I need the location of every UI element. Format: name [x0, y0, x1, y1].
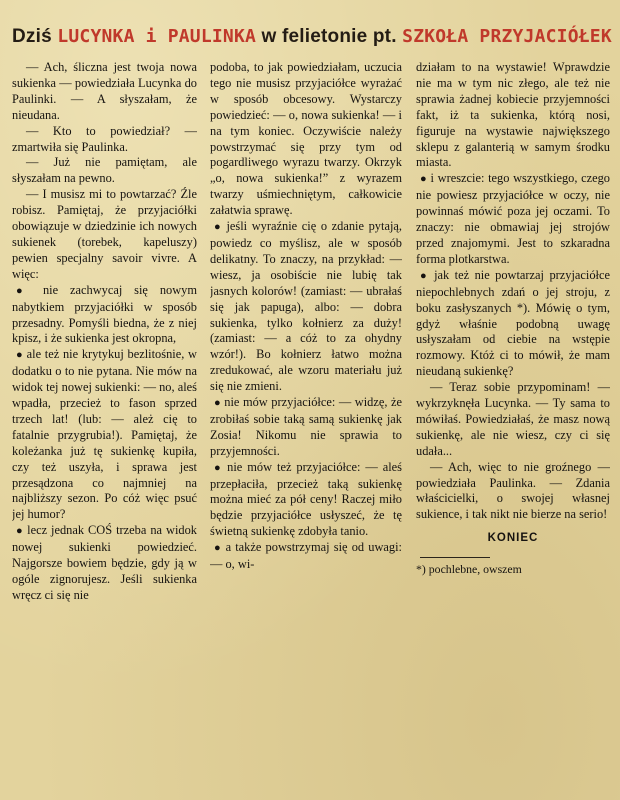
- bullet-paragraph: ● a także powstrzymaj się od uwagi: — o, wi-: [210, 540, 402, 573]
- footnote-divider: [420, 557, 490, 558]
- bullet-paragraph: ● jeśli wyraźnie cię o zdanie pytają, powiedz co myślisz, ale w sposób delikatny. To znaczy, na przykład: — wiesz, ja osobiście nie lubię tak jasnych kolorów! (zamiast: — ubrałaś się jak papuga), albo: — dobra sukienka, tylko kołnierz za duży! (zamiast: — a cóż to za ohydny wzór!). Bo kołnierz łatwo można zredukować, ale wzoru materiału już się nie zmieni.: [210, 219, 402, 395]
- bullet-paragraph: ● nie mów też przyjaciółce: — aleś przepłaciła, przecież taką sukienkę można mieć za pół ceny! Raczej miło będzie przyjaciółce usłyszeć, że tę świetną sukienkę zdobyła tanio.: [210, 460, 402, 541]
- bullet-paragraph: ● ale też nie krytykuj bezlitośnie, w dodatku o to nie pytana. Nie mów na widok tej nowej sukienki: — no, aleś wpadła, przecież to fason sprzed trzech lat! (lub: — ależ cię to fatalnie przygrubia!). Pamiętaj, że koleżanka już tę sukienkę kupiła, czy też uszyła, i sprawa jest przesądzona co najmniej na najbliższy sezon. Po cóż więc psuć jej humor?: [12, 347, 197, 523]
- paragraph: — Ach, śliczna jest twoja nowa sukienka — powiedziała Lucynka do Paulinki. — A słyszałam, że nieudana.: [12, 60, 197, 122]
- footnote: *) pochlebne, owszem: [416, 562, 522, 577]
- header-names: LUCYNKA i PAULINKA: [57, 26, 257, 47]
- header-middle: w felietonie pt.: [261, 26, 397, 47]
- paragraph: działam to na wystawie! Wprawdzie nie ma w tym nic złego, ale też nie sprawia żadnej kobiecie przyjemności fakt, iż ta sukienka, którą nosi, figuruje na wystawie największego sklepu z galanterią w samym środku miasta.: [416, 60, 610, 170]
- article-header: [12, 20, 612, 54]
- header-prefix: Dziś: [12, 26, 52, 47]
- paragraph: — Teraz sobie przypominam! — wykrzyknęła Lucynka. — Ty sama to mówiłaś. Powiedziałaś, że masz nową sukienkę, ale nie wiesz, czy ci się udała...: [416, 380, 610, 458]
- bullet-paragraph: ● lecz jednak COŚ trzeba na widok nowej sukienki powiedzieć. Najgorsze bowiem będzie, gdy ją w ogóle zignorujesz. Jeśli sukienka wręcz ci się nie: [12, 523, 197, 604]
- text-column-2: [210, 60, 402, 795]
- end-mark: KONIEC: [487, 532, 539, 545]
- bullet-paragraph: ● jak też nie powtarzaj przyjaciółce niepochlebnych zdań o jej stroju, z boku zasłyszanych *). Mówię o tym, gdyż właśnie podobną uwagę usłyszałam od ciebie na wstępie rozmowy. Któż ci to mówił, że mam nieudaną sukienkę?: [416, 268, 610, 380]
- paragraph: — Kto to powiedział? — zmartwiła się Paulinka.: [12, 123, 197, 154]
- paragraph: — Już nie pamiętam, ale słyszałam na pewno.: [12, 155, 197, 186]
- text-column-1: [12, 60, 197, 795]
- bullet-paragraph: ● nie mów przyjaciółce: — widzę, że zrobiłaś sobie taką samą sukienkę jak Zosia! Nikomu nie sprawia to przyjemności.: [210, 395, 402, 460]
- header-series-title: SZKOŁA PRZYJACIÓŁEK: [402, 26, 612, 47]
- text-column-3: [416, 60, 610, 795]
- bullet-paragraph: ● i wreszcie: tego wszystkiego, czego nie powiesz przyjaciółce w oczy, nie powinnaś mówić poza jej oczami. To znaczy: nie obmawiaj jej strojów przed znajomymi. Jest to szkaradna forma plotkarstwa.: [416, 171, 610, 267]
- paragraph: — Ach, więc to nie groźnego — powiedziała Paulinka. — Zdania właścicielki, o swojej własnej sukience, i tak nikt nie bierze na serio!: [416, 459, 610, 522]
- bullet-paragraph: ● nie zachwycaj się nowym nabytkiem przyjaciółki w sposób przesadny. Pomyśli biedna, że z niej kpisz, i że sukienka jest okropna,: [12, 283, 197, 348]
- paragraph: podoba, to jak powiedziałam, uczucia tego nie musisz przyjaciółce wyrażać w sposób obcesowy. Wystarczy powiedzieć: — o, nowa sukienka! — i na tym koniec. Oczywiście należy powstrzymać się przy tym od pogardliwego wyrazu twarzy. Okrzyk „o, nowa sukienka!” z wyrazem twarzy uśmiechniętym, całkowicie załatwia sprawę.: [210, 60, 402, 218]
- paragraph: — I musisz mi to powtarzać? Źle robisz. Pamiętaj, że przyjaciółki obowiązuje w dziedzinie ich nowych sukienek (torebek, kapeluszy) pewien specjalny savoir vivre. A więc:: [12, 187, 197, 281]
